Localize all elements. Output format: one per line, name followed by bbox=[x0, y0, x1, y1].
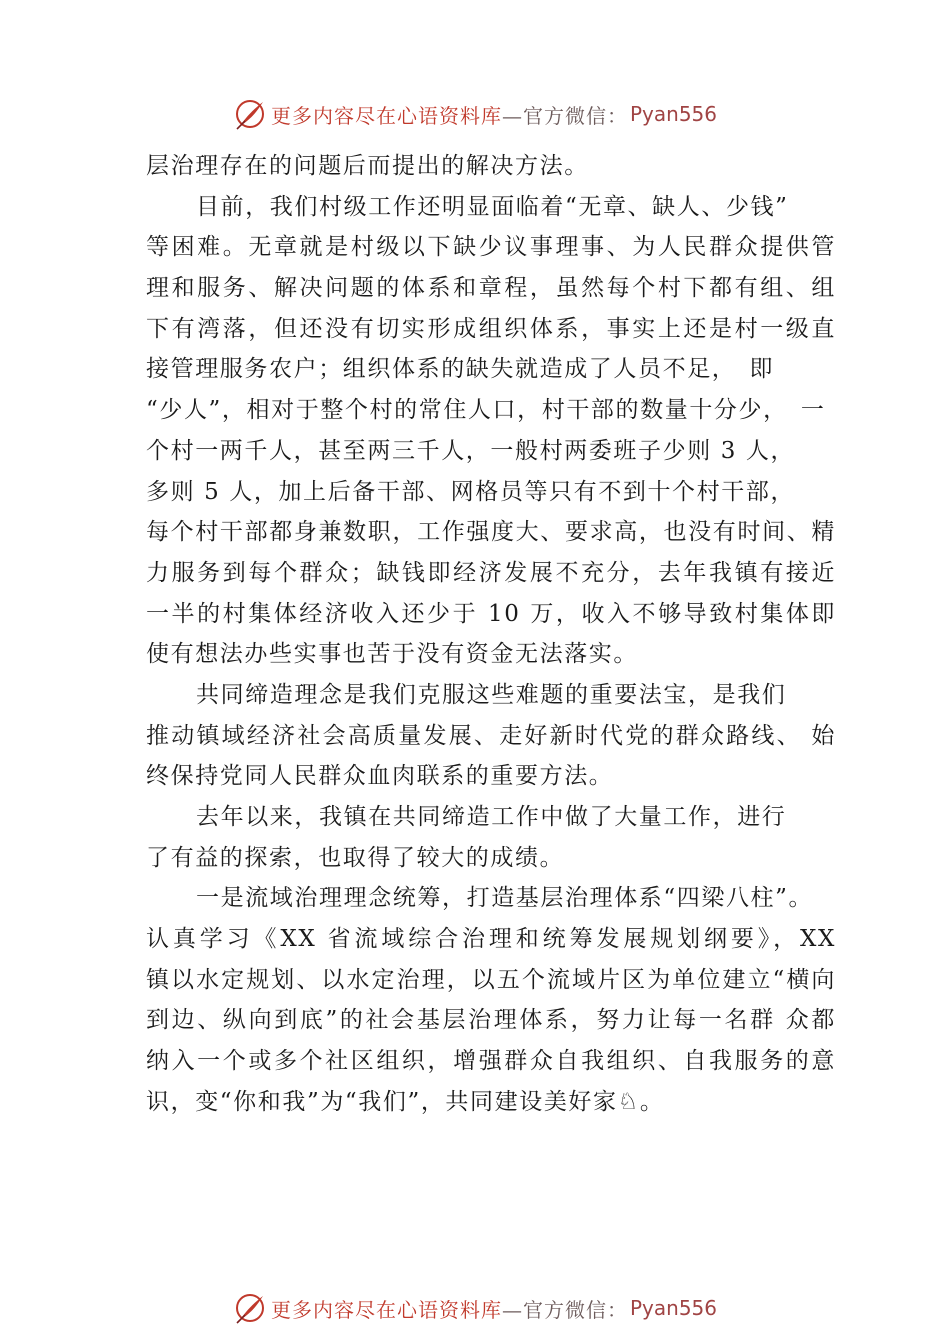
body-line: 推动镇域经济社会高质量发展、走好新时代党的群众路线、 始 bbox=[146, 722, 836, 749]
body-line: 去年以来，我镇在共同缔造工作中做了大量工作，进行 bbox=[196, 804, 787, 830]
body-line: 接管理服务农户；组织体系的缺失就造成了人员不足， 即 bbox=[146, 356, 775, 383]
body-line: 每个村干部都身兼数职，工作强度大、要求高，也没有时间、精 bbox=[146, 519, 836, 546]
banner-site-name: 更多内容尽在心语资料库 bbox=[270, 1297, 502, 1322]
body-line: 下有湾落，但还没有切实形成组织体系，事实上还是村一级直 bbox=[146, 315, 836, 342]
banner-wechat-label: —官方微信： bbox=[501, 103, 628, 128]
banner-wechat-id: Pyan556 bbox=[629, 102, 717, 126]
banner-site-name: 更多内容尽在心语资料库 bbox=[270, 103, 502, 128]
banner-wechat-id: Pyan556 bbox=[629, 1296, 717, 1320]
body-line: 多则 5 人，加上后备干部、网格员等只有不到十个村干部， bbox=[146, 478, 796, 505]
body-line: 认真学习《XX 省流域综合治理和统筹发展规划纲要》，XX bbox=[146, 926, 836, 953]
body-line: 到边、纵向到底”的社会基层治理体系，努力让每一名群 众都 bbox=[146, 1007, 836, 1034]
body-line: 了有益的探索，也取得了较大的成绩。 bbox=[146, 844, 565, 871]
body-line: 层治理存在的问题后而提出的解决方法。 bbox=[146, 153, 589, 179]
body-line: 个村一两千人，甚至两三千人，一般村两委班子少则 3 人， bbox=[146, 437, 796, 464]
document-body bbox=[146, 146, 836, 1123]
body-line: 纳入一个或多个社区组织，增强群众自我组织、自我服务的意 bbox=[146, 1048, 836, 1075]
header-banner bbox=[0, 94, 950, 134]
body-line: 等困难。无章就是村级以下缺少议事理事、为人民群众提供管 bbox=[146, 234, 836, 261]
footer-banner bbox=[0, 1288, 950, 1328]
body-line: 识，变“你和我”为“我们”，共同建设美好家♘。 bbox=[146, 1088, 665, 1115]
quill-logo-icon bbox=[233, 97, 267, 131]
body-line: 目前，我们村级工作还明显面临着“无章、缺人、少钱” bbox=[196, 193, 789, 220]
body-line: 共同缔造理念是我们克服这些难题的重要法宝，是我们 bbox=[196, 681, 787, 708]
body-line: 一是流域治理理念统筹，打造基层治理体系“四梁八柱”。 bbox=[196, 885, 814, 912]
body-line: 力服务到每个群众；缺钱即经济发展不充分，去年我镇有接近 bbox=[146, 559, 836, 586]
body-line: 一半的村集体经济收入还少于 10 万，收入不够导致村集体即 bbox=[146, 600, 836, 627]
banner-wechat-label: —官方微信： bbox=[501, 1297, 628, 1322]
quill-logo-icon bbox=[233, 1291, 267, 1325]
body-line: 理和服务、解决问题的体系和章程，虽然每个村下都有组、组 bbox=[146, 275, 836, 302]
body-line: 终保持党同人民群众血肉联系的重要方法。 bbox=[146, 763, 614, 790]
body-line: 使有想法办些实事也苦于没有资金无法落实。 bbox=[146, 641, 638, 668]
body-line: 镇以水定规划、以水定治理，以五个流域片区为单位建立“横向 bbox=[146, 966, 836, 993]
body-line: “少人”，相对于整个村的常住人口，村干部的数量十分少， 一 bbox=[146, 397, 826, 424]
